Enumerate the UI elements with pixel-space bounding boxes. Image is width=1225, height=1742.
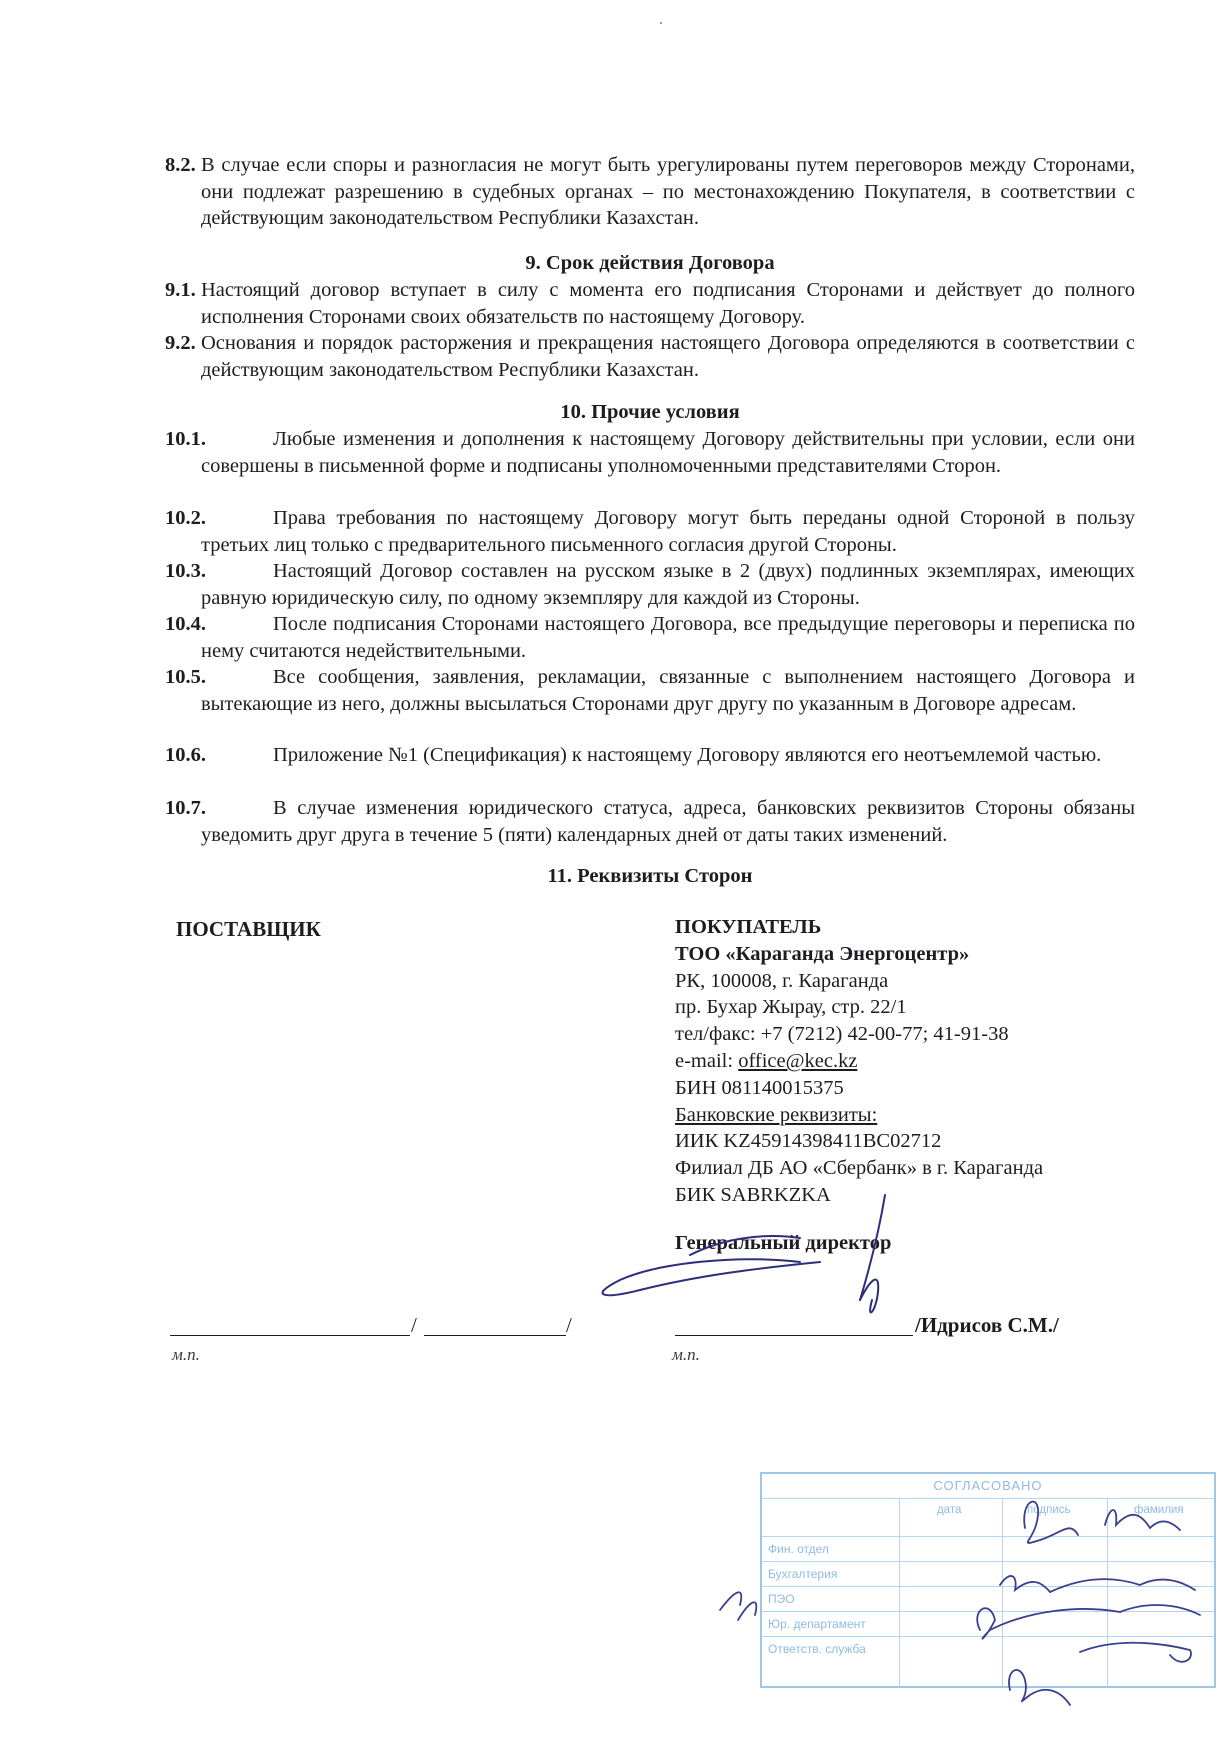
section-11-heading: 11. Реквизиты Сторон	[547, 865, 753, 887]
clause-text: Права требования по настоящему Договору могут быть переданы одной Стороной в пользу третьих лиц только с предварительного письменного согласия другой Стороны.	[201, 507, 1135, 556]
email-label: e-mail:	[675, 1049, 739, 1072]
clause-text: В случае если споры и разногласия не могут быть урегулированы путем переговоров между Сторонами, они подлежат разрешению в судебных органах – по местонахождению Покупателя, в соответствии с действующим законодательством Республики Казахстан.	[201, 154, 1135, 229]
clause-9-2	[165, 330, 1135, 383]
clause-10-3	[165, 558, 1135, 611]
section-10-heading: 10. Прочие условия	[560, 401, 740, 423]
slash-mark: /	[411, 1313, 417, 1337]
clause-number: 10.3.	[165, 560, 206, 582]
supplier-signature-line	[170, 1335, 410, 1336]
clause-number: 10.1.	[165, 428, 206, 450]
clause-number: 10.4.	[165, 613, 206, 635]
clause-text: Основания и порядок расторжения и прекращения настоящего Договора определяются в соответствии с действующим законодательством Республики Казахстан.	[201, 332, 1135, 381]
buyer-details	[675, 914, 1043, 1209]
buyer-signature-line	[675, 1335, 913, 1336]
clause-10-1	[165, 426, 1135, 479]
scan-speck	[660, 22, 662, 24]
clause-text: Приложение №1 (Спецификация) к настоящему Договору являются его неотъемлемой частью.	[273, 744, 1102, 766]
stamp-title: СОГЛАСОВАНО	[762, 1474, 1214, 1499]
clause-10-5	[165, 664, 1135, 717]
buyer-iik: ИИК KZ45914398411BC02712	[675, 1130, 942, 1153]
buyer-seal-place: м.п.	[672, 1345, 700, 1364]
clause-10-4	[165, 611, 1135, 664]
stamp-col-sign: подпись	[1027, 1504, 1071, 1516]
bank-details-label: Банковские реквизиты:	[675, 1103, 878, 1126]
buyer-address-line2: пр. Бухар Жырау, стр. 22/1	[675, 996, 907, 1019]
clause-number: 10.7.	[165, 797, 206, 819]
clause-10-6	[165, 742, 1135, 769]
clause-8-2	[165, 152, 1135, 232]
clause-number: 9.1.	[165, 279, 196, 301]
clause-number: 10.2.	[165, 507, 206, 529]
supplier-title: ПОСТАВЩИК	[176, 917, 321, 941]
clause-number: 10.5.	[165, 666, 206, 688]
clause-10-7	[165, 795, 1135, 848]
clause-text: Настоящий договор вступает в силу с момента его подписания Сторонами и действует до полного исполнения Сторонами своих обязательств по настоящему Договору.	[201, 279, 1135, 328]
supplier-seal-place: м.п.	[172, 1345, 200, 1364]
stamp-col-name: фамилия	[1134, 1504, 1184, 1516]
buyer-address-line1: РК, 100008, г. Караганда	[675, 969, 889, 992]
stamp-row: ПЭО	[762, 1586, 1214, 1612]
slash-mark: /	[566, 1313, 572, 1337]
clause-text: В случае изменения юридического статуса, адреса, банковских реквизитов Стороны обязаны уведомить друг друга в течение 5 (пяти) календарных дней от даты таких изменений.	[201, 797, 1135, 846]
clause-number: 10.6.	[165, 744, 206, 766]
email-link[interactable]: office@kec.kz	[738, 1049, 858, 1072]
section-9-heading: 9. Срок действия Договора	[525, 252, 775, 274]
clause-text: Настоящий Договор составлен на русском языке в 2 (двух) подлинных экземплярах, имеющих равную юридическую силу, по одному экземпляру для каждой из Стороны.	[201, 560, 1135, 609]
buyer-bin: БИН 081140015375	[675, 1076, 844, 1099]
supplier-name-line	[424, 1335, 566, 1336]
buyer-phone: тел/факс: +7 (7212) 42-00-77; 41-91-38	[675, 1023, 1009, 1046]
clause-text: Любые изменения и дополнения к настоящему Договору действительны при условии, если они совершены в письменной форме и подписаны уполномоченными представителями Сторон.	[201, 428, 1135, 477]
clause-9-1	[165, 277, 1135, 330]
stamp-row: Юр. департамент	[762, 1611, 1214, 1637]
approval-stamp	[760, 1472, 1216, 1688]
clause-10-2	[165, 505, 1135, 558]
buyer-company: ТОО «Караганда Энергоцентр»	[675, 942, 970, 965]
clause-text: После подписания Сторонами настоящего Договора, все предыдущие переговоры и переписка по нему считаются недействительными.	[201, 613, 1135, 662]
buyer-email-row	[675, 1048, 1043, 1075]
stamp-row: Ответств. служба	[762, 1636, 1214, 1662]
stamp-row: Фин. отдел	[762, 1536, 1214, 1562]
stamp-col-date: дата	[937, 1504, 962, 1516]
buyer-signatory-name: /Идрисов С.М./	[915, 1313, 1059, 1337]
buyer-title: ПОКУПАТЕЛЬ	[675, 916, 822, 938]
clause-number: 8.2.	[165, 154, 196, 176]
clause-text: Все сообщения, заявления, рекламации, связанные с выполнением настоящего Договора и вытекающие из него, должны высылаться Сторонами друг другу по указанным в Договоре адресам.	[201, 666, 1135, 715]
buyer-bank: Филиал ДБ АО «Сбербанк» в г. Караганда	[675, 1157, 1044, 1180]
stamp-row: Бухгалтерия	[762, 1561, 1214, 1587]
clause-number: 9.2.	[165, 332, 196, 354]
buyer-director-title: Генеральный директор	[675, 1232, 892, 1254]
buyer-bik: БИК SABRKZKA	[675, 1183, 831, 1206]
